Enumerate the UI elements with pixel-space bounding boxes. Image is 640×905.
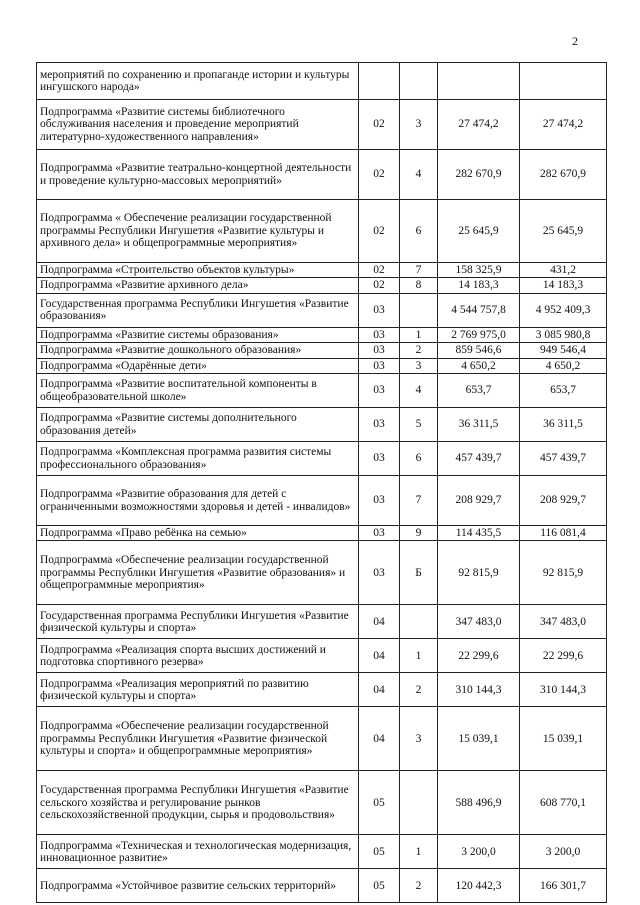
table-row: [37, 263, 607, 278]
table-row: [37, 605, 607, 639]
row-amount-year1-cell: 208 929,7: [438, 476, 520, 526]
row-name-cell: Государственная программа Республики Ингушетия «Развитие сельского хозяйства и регулирование рынков сельскохозяйственной продукции, сырья и продовольствия»: [37, 771, 359, 835]
table-row: [37, 408, 607, 442]
row-amount-year1-cell: 2 769 975,0: [438, 327, 520, 342]
table-row: [37, 150, 607, 200]
row-amount-year1-cell: 4 544 757,8: [438, 293, 520, 327]
row-amount-year2-cell: [520, 63, 607, 100]
table-row: [37, 293, 607, 327]
table-row: [37, 526, 607, 541]
row-name-cell: Подпрограмма «Устойчивое развитие сельских территорий»: [37, 869, 359, 903]
row-subprogram-code-cell: 8: [400, 278, 438, 293]
row-amount-year1-cell: 347 483,0: [438, 605, 520, 639]
row-program-code-cell: 04: [359, 673, 400, 707]
table-row: [37, 639, 607, 673]
row-program-code-cell: 05: [359, 771, 400, 835]
row-program-code-cell: 03: [359, 541, 400, 605]
row-subprogram-code-cell: 4: [400, 374, 438, 408]
row-amount-year1-cell: 158 325,9: [438, 263, 520, 278]
row-subprogram-code-cell: [400, 605, 438, 639]
row-subprogram-code-cell: 1: [400, 327, 438, 342]
row-amount-year2-cell: 282 670,9: [520, 150, 607, 200]
row-amount-year2-cell: 25 645,9: [520, 200, 607, 263]
row-subprogram-code-cell: 2: [400, 869, 438, 903]
row-name-cell: Подпрограмма «Право ребёнка на семью»: [37, 526, 359, 541]
row-amount-year1-cell: 310 144,3: [438, 673, 520, 707]
row-subprogram-code-cell: 1: [400, 639, 438, 673]
row-program-code-cell: 02: [359, 200, 400, 263]
row-amount-year2-cell: 653,7: [520, 374, 607, 408]
table-row: [37, 278, 607, 293]
row-amount-year1-cell: 114 435,5: [438, 526, 520, 541]
row-amount-year2-cell: 4 952 409,3: [520, 293, 607, 327]
row-amount-year2-cell: 3 085 980,8: [520, 327, 607, 342]
row-amount-year2-cell: 166 301,7: [520, 869, 607, 903]
row-amount-year2-cell: 3 200,0: [520, 835, 607, 869]
table-row: [37, 771, 607, 835]
row-name-cell: Подпрограмма « Обеспечение реализации государственной программы Республики Ингушетия «Развитие культуры и архивного дела» и общепрограммные мероприятия»: [37, 200, 359, 263]
row-amount-year1-cell: 3 200,0: [438, 835, 520, 869]
row-subprogram-code-cell: 6: [400, 442, 438, 476]
row-program-code-cell: 03: [359, 408, 400, 442]
table-row: [37, 476, 607, 526]
row-program-code-cell: 04: [359, 605, 400, 639]
row-name-cell: Государственная программа Республики Ингушетия «Развитие образования»: [37, 293, 359, 327]
row-subprogram-code-cell: 7: [400, 476, 438, 526]
row-program-code-cell: 02: [359, 278, 400, 293]
row-amount-year2-cell: 431,2: [520, 263, 607, 278]
row-subprogram-code-cell: 3: [400, 100, 438, 150]
table-row: [37, 63, 607, 100]
row-name-cell: Подпрограмма «Техническая и технологическая модернизация, инновационное развитие»: [37, 835, 359, 869]
page-number: 2: [572, 34, 578, 48]
row-subprogram-code-cell: 6: [400, 200, 438, 263]
row-subprogram-code-cell: Б: [400, 541, 438, 605]
row-program-code-cell: 03: [359, 374, 400, 408]
row-program-code-cell: 02: [359, 263, 400, 278]
row-program-code-cell: 02: [359, 150, 400, 200]
row-amount-year1-cell: 282 670,9: [438, 150, 520, 200]
row-amount-year1-cell: 22 299,6: [438, 639, 520, 673]
row-amount-year1-cell: 653,7: [438, 374, 520, 408]
row-amount-year1-cell: 120 442,3: [438, 869, 520, 903]
row-amount-year2-cell: 15 039,1: [520, 707, 607, 771]
row-amount-year2-cell: 949 546,4: [520, 343, 607, 358]
row-amount-year2-cell: 27 474,2: [520, 100, 607, 150]
row-subprogram-code-cell: 5: [400, 408, 438, 442]
row-program-code-cell: 03: [359, 343, 400, 358]
row-name-cell: Подпрограмма «Развитие системы образования»: [37, 327, 359, 342]
row-amount-year2-cell: 310 144,3: [520, 673, 607, 707]
row-amount-year2-cell: 116 081,4: [520, 526, 607, 541]
row-amount-year1-cell: 588 496,9: [438, 771, 520, 835]
row-amount-year2-cell: 36 311,5: [520, 408, 607, 442]
row-amount-year1-cell: 25 645,9: [438, 200, 520, 263]
row-amount-year2-cell: 457 439,7: [520, 442, 607, 476]
row-program-code-cell: 03: [359, 476, 400, 526]
table-row: [37, 100, 607, 150]
row-amount-year2-cell: 347 483,0: [520, 605, 607, 639]
row-subprogram-code-cell: 2: [400, 673, 438, 707]
row-subprogram-code-cell: [400, 63, 438, 100]
row-amount-year2-cell: 4 650,2: [520, 358, 607, 373]
table-row: [37, 673, 607, 707]
row-name-cell: Подпрограмма «Реализация спорта высших достижений и подготовка спортивного резерва»: [37, 639, 359, 673]
row-name-cell: мероприятий по сохранению и пропаганде истории и культуры ингушского народа»: [37, 63, 359, 100]
row-subprogram-code-cell: 3: [400, 358, 438, 373]
row-program-code-cell: 05: [359, 835, 400, 869]
table-row: [37, 374, 607, 408]
row-program-code-cell: 04: [359, 707, 400, 771]
row-name-cell: Подпрограмма «Обеспечение реализации государственной программы Республики Ингушетия «Развитие физической культуры и спорта» и общепрограммные мероприятия»: [37, 707, 359, 771]
row-amount-year1-cell: 14 183,3: [438, 278, 520, 293]
row-program-code-cell: 05: [359, 869, 400, 903]
row-name-cell: Подпрограмма «Комплексная программа развития системы профессионального образования»: [37, 442, 359, 476]
row-amount-year1-cell: 457 439,7: [438, 442, 520, 476]
row-name-cell: Подпрограмма «Развитие театрально-концертной деятельности и проведение культурно-массовых мероприятий»: [37, 150, 359, 200]
row-name-cell: Подпрограмма «Реализация мероприятий по развитию физической культуры и спорта»: [37, 673, 359, 707]
row-subprogram-code-cell: 4: [400, 150, 438, 200]
table-row: [37, 442, 607, 476]
table-row: [37, 707, 607, 771]
row-program-code-cell: 03: [359, 358, 400, 373]
row-program-code-cell: 04: [359, 639, 400, 673]
row-subprogram-code-cell: [400, 771, 438, 835]
row-program-code-cell: 03: [359, 293, 400, 327]
row-name-cell: Подпрограмма «Строительство объектов культуры»: [37, 263, 359, 278]
row-name-cell: Подпрограмма «Развитие системы дополнительного образования детей»: [37, 408, 359, 442]
row-amount-year2-cell: 608 770,1: [520, 771, 607, 835]
budget-table: [36, 62, 607, 903]
table-body: [37, 63, 607, 903]
row-program-code-cell: 03: [359, 526, 400, 541]
row-amount-year1-cell: 27 474,2: [438, 100, 520, 150]
row-subprogram-code-cell: 7: [400, 263, 438, 278]
row-program-code-cell: 02: [359, 100, 400, 150]
row-name-cell: Подпрограмма «Одарённые дети»: [37, 358, 359, 373]
row-name-cell: Подпрограмма «Развитие архивного дела»: [37, 278, 359, 293]
table-row: [37, 869, 607, 903]
row-subprogram-code-cell: [400, 293, 438, 327]
table-row: [37, 343, 607, 358]
row-amount-year2-cell: 208 929,7: [520, 476, 607, 526]
row-amount-year1-cell: 92 815,9: [438, 541, 520, 605]
row-program-code-cell: 03: [359, 327, 400, 342]
row-name-cell: Подпрограмма «Развитие образования для детей с ограниченными возможностями здоровья и детей - инвалидов»: [37, 476, 359, 526]
row-amount-year1-cell: [438, 63, 520, 100]
row-name-cell: Подпрограмма «Развитие воспитательной компоненты в общеобразовательной школе»: [37, 374, 359, 408]
row-program-code-cell: 03: [359, 442, 400, 476]
row-amount-year1-cell: 36 311,5: [438, 408, 520, 442]
table-row: [37, 541, 607, 605]
row-amount-year2-cell: 14 183,3: [520, 278, 607, 293]
row-program-code-cell: [359, 63, 400, 100]
row-name-cell: Подпрограмма «Развитие системы библиотечного обслуживания населения и проведение мероприятий литературно-художественного направления»: [37, 100, 359, 150]
table-row: [37, 327, 607, 342]
row-subprogram-code-cell: 2: [400, 343, 438, 358]
row-amount-year2-cell: 22 299,6: [520, 639, 607, 673]
row-subprogram-code-cell: 9: [400, 526, 438, 541]
row-amount-year2-cell: 92 815,9: [520, 541, 607, 605]
row-name-cell: Государственная программа Республики Ингушетия «Развитие физической культуры и спорта»: [37, 605, 359, 639]
row-subprogram-code-cell: 1: [400, 835, 438, 869]
row-amount-year1-cell: 4 650,2: [438, 358, 520, 373]
table-row: [37, 200, 607, 263]
row-name-cell: Подпрограмма «Развитие дошкольного образования»: [37, 343, 359, 358]
row-subprogram-code-cell: 3: [400, 707, 438, 771]
table-row: [37, 835, 607, 869]
row-amount-year1-cell: 15 039,1: [438, 707, 520, 771]
row-name-cell: Подпрограмма «Обеспечение реализации государственной программы Республики Ингушетия «Развитие образования» и общепрограммные мероприятия»: [37, 541, 359, 605]
row-amount-year1-cell: 859 546,6: [438, 343, 520, 358]
table-row: [37, 358, 607, 373]
